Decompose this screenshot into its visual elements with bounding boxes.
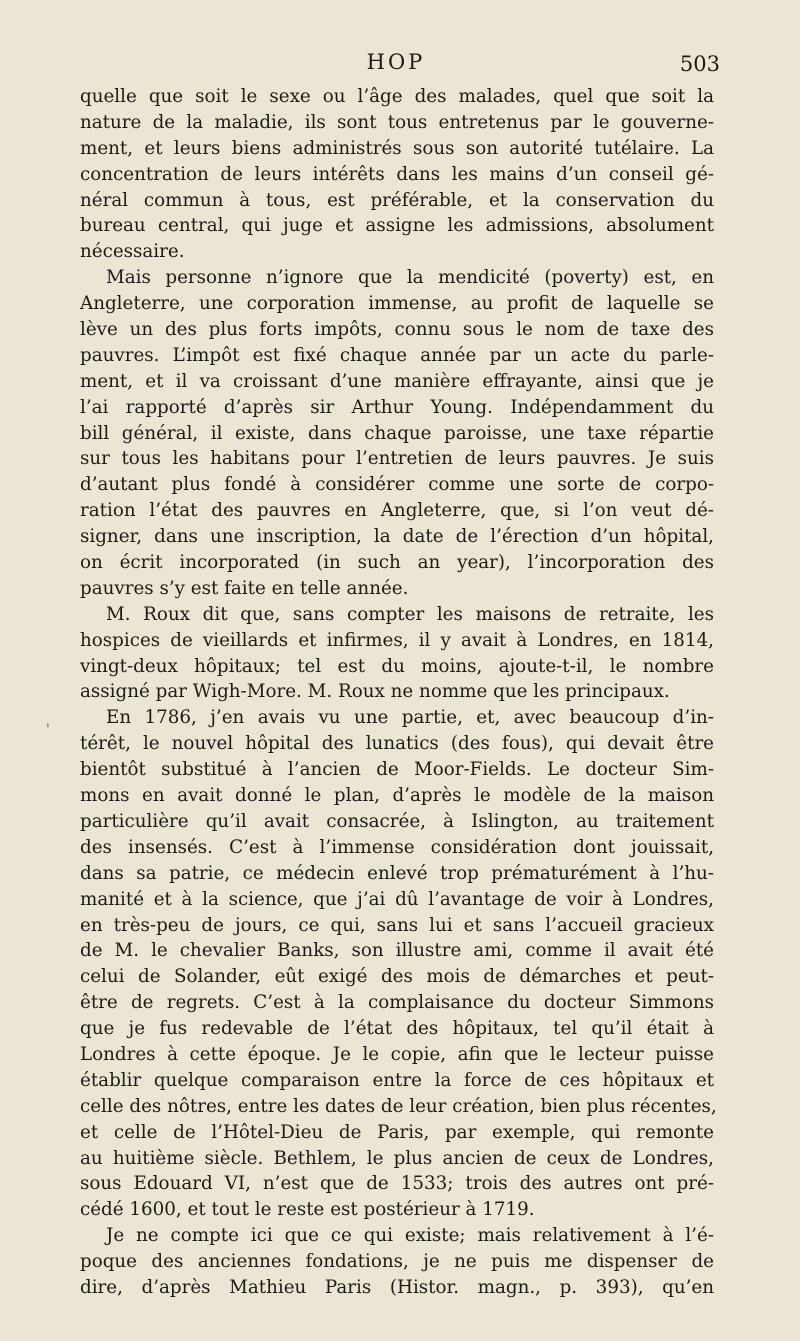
text-line: en très-peu de jours, ce qui, sans lui et sans l’accueil gracieux xyxy=(80,914,714,936)
text-line: mons en avait donné le plan, d’après le modèle de la maison xyxy=(80,785,714,807)
text-line: de M. le chevalier Banks, son illustre ami, comme il avait été xyxy=(80,940,714,962)
text-line: sur tous les habitans pour l’entretien de leurs pauvres. Je suis xyxy=(80,448,714,470)
text-line: établir quelque comparaison entre la force de ces hôpitaux et xyxy=(80,1069,714,1091)
text-line: signer, dans une inscription, la date de l’érection d’un hôpital, xyxy=(80,526,714,548)
text-line: pauvres s’y est faite en telle année. xyxy=(80,577,409,599)
text-line: térêt, le nouvel hôpital des lunatics (des fous), qui devait être xyxy=(80,733,714,755)
body-text xyxy=(80,84,717,1301)
running-head: HOP xyxy=(366,50,426,74)
text-line: pauvres. L’impôt est fixé chaque année par un acte du parle- xyxy=(80,344,714,366)
text-line: assigné par Wigh-More. M. Roux ne nomme que les principaux. xyxy=(80,681,670,703)
text-line: Angleterre, une corporation immense, au profit de laquelle se xyxy=(80,293,714,315)
text-line: l’ai rapporté d’après sir Arthur Young. Indépendamment du xyxy=(80,396,714,418)
text-line: bill général, il existe, dans chaque paroisse, une taxe répartie xyxy=(80,422,714,444)
text-line: poque des anciennes fondations, je ne puis me dispenser de xyxy=(80,1251,714,1273)
text-line: M. Roux dit que, sans compter les maisons de retraite, les xyxy=(106,603,714,625)
text-line: vingt-deux hôpitaux; tel est du moins, ajoute-t-il, le nombre xyxy=(80,655,714,677)
text-line: manité et à la science, que j’ai dû l’avantage de voir à Londres, xyxy=(80,888,714,910)
text-line: d’autant plus fondé à considérer comme une sorte de corpo- xyxy=(80,474,714,496)
text-line: nécessaire. xyxy=(80,241,185,263)
text-line: hospices de vieillards et infirmes, il y avait à Londres, en 1814, xyxy=(80,629,714,651)
margin-mark: ' xyxy=(46,722,50,738)
text-line: sous Edouard VI, n’est que de 1533; trois des autres ont pré- xyxy=(80,1173,714,1195)
text-line: des insensés. C’est à l’immense considération dont jouissait, xyxy=(80,836,714,858)
text-line: quelle que soit le sexe ou l’âge des malades, quel que soit la xyxy=(80,86,714,107)
text-line: ment, et leurs biens administrés sous son autorité tutélaire. La xyxy=(80,137,714,159)
text-line: bureau central, qui juge et assigne les admissions, absolument xyxy=(80,215,714,237)
text-line: Je ne compte ici que ce qui existe; mais relativement à l’é- xyxy=(106,1225,714,1247)
text-line: on écrit incorporated (in such an year), l’incorporation des xyxy=(80,552,714,574)
text-line: que je fus redevable de l’état des hôpitaux, tel qu’il était à xyxy=(80,1018,714,1040)
text-line: particulière qu’il avait consacrée, à Islington, au traitement xyxy=(80,810,714,832)
page-header xyxy=(80,50,720,80)
text-line: celui de Solander, eût exigé des mois de démarches et peut- xyxy=(80,966,714,988)
text-line: concentration de leurs intérêts dans les mains d’un conseil gé- xyxy=(80,163,714,185)
text-line: bientôt substitué à l’ancien de Moor-Fields. Le docteur Sim- xyxy=(80,759,714,781)
page-number: 503 xyxy=(679,52,720,76)
text-line: au huitième siècle. Bethlem, le plus ancien de ceux de Londres, xyxy=(80,1147,714,1169)
text-line: ment, et il va croissant d’une manière effrayante, ainsi que je xyxy=(80,370,714,392)
text-line: cédé 1600, et tout le reste est postérieur à 1719. xyxy=(80,1199,535,1221)
text-line: néral commun à tous, est préférable, et la conservation du xyxy=(80,189,714,211)
text-line: Mais personne n’ignore que la mendicité (poverty) est, en xyxy=(106,267,714,289)
text-line: nature de la maladie, ils sont tous entretenus par le gouverne- xyxy=(80,111,714,133)
text-line: ration l’état des pauvres en Angleterre, que, si l’on veut dé- xyxy=(80,500,714,522)
text-line: Londres à cette époque. Je le copie, afin que le lecteur puisse xyxy=(80,1043,714,1065)
text-line: dire, d’après Mathieu Paris (Histor. magn., p. 393), qu’en xyxy=(80,1276,714,1298)
text-line: et celle de l’Hôtel-Dieu de Paris, par exemple, qui remonte xyxy=(80,1121,714,1143)
text-line: dans sa patrie, ce médecin enlevé trop prématurément à l’hu- xyxy=(80,862,714,884)
text-line: En 1786, j’en avais vu une partie, et, avec beaucoup d’in- xyxy=(106,707,714,729)
text-line: être de regrets. C’est à la complaisance du docteur Simmons xyxy=(80,992,714,1014)
text-line: celle des nôtres, entre les dates de leur création, bien plus récentes, xyxy=(80,1095,717,1117)
text-line: lève un des plus forts impôts, connu sous le nom de taxe des xyxy=(80,319,714,341)
